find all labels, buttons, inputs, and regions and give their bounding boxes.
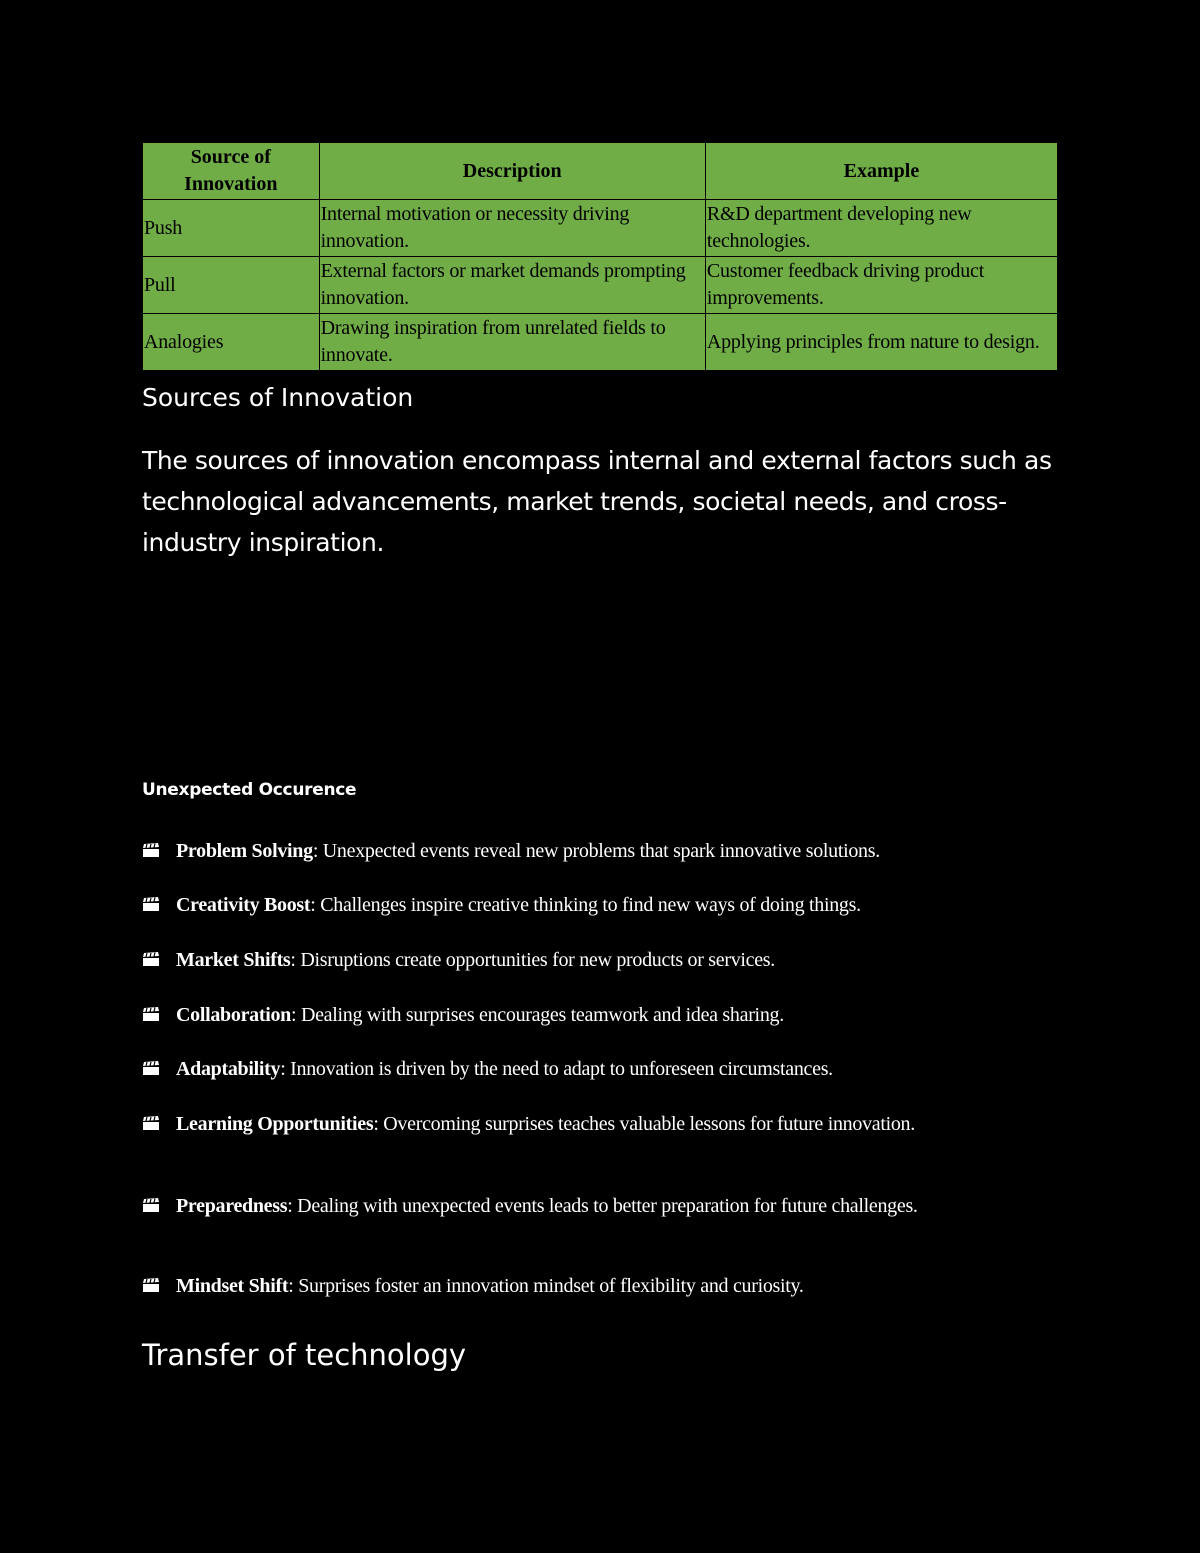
table-row [143, 314, 1058, 371]
bullet-term: Market Shifts [176, 949, 291, 971]
bullet-term: Problem Solving [176, 840, 313, 862]
bullet-term: Mindset Shift [176, 1275, 289, 1297]
cell-example: Customer feedback driving product improvements. [705, 257, 1057, 314]
bullet-text: : Disruptions create opportunities for new products or services. [290, 949, 775, 971]
list-item [142, 892, 861, 919]
sources-intro-paragraph: The sources of innovation encompass internal and external factors such as technological advancements, market trends, societal needs, and cross-industry inspiration. [142, 446, 1052, 557]
bullet-text: : Overcoming surprises teaches valuable lessons for future innovation. [373, 1113, 915, 1135]
clapperboard-icon [142, 1278, 160, 1293]
clapperboard-icon [142, 952, 160, 967]
bullet-text: : Innovation is driven by the need to adapt to unforeseen circumstances. [280, 1058, 833, 1080]
cell-source: Push [143, 200, 320, 257]
list-item [142, 1193, 1002, 1220]
sources-table [142, 142, 1058, 371]
list-item [142, 838, 880, 865]
bullet-text: : Dealing with surprises encourages teamwork and idea sharing. [291, 1004, 784, 1026]
bullet-text: : Dealing with unexpected events leads to better preparation for future challenges. [287, 1195, 918, 1217]
cell-description: Drawing inspiration from unrelated fields to innovate. [319, 314, 705, 371]
table-row [143, 200, 1058, 257]
list-item [142, 1111, 1002, 1138]
list-item [142, 1002, 784, 1029]
header-example: Example [705, 143, 1057, 200]
cell-description: External factors or market demands prompting innovation. [319, 257, 705, 314]
bullet-text: : Challenges inspire creative thinking to find new ways of doing things. [310, 894, 861, 916]
transfer-heading: Transfer of technology [142, 1338, 467, 1372]
bullet-text: : Unexpected events reveal new problems that spark innovative solutions. [312, 840, 880, 862]
clapperboard-icon [142, 1007, 160, 1022]
table-header-row [143, 143, 1058, 200]
clapperboard-icon [142, 1198, 160, 1213]
bullet-term: Preparedness [176, 1195, 288, 1217]
bullet-text: : Surprises foster an innovation mindset of flexibility and curiosity. [288, 1275, 804, 1297]
bullet-term: Creativity Boost [176, 894, 311, 916]
sources-heading: Sources of Innovation [142, 383, 414, 412]
list-item [142, 1056, 833, 1083]
clapperboard-icon [142, 897, 160, 912]
bullet-term: Adaptability [176, 1058, 281, 1080]
list-item [142, 1273, 804, 1300]
header-source: Source of Innovation [143, 143, 320, 200]
bullet-term: Learning Opportunities [176, 1113, 374, 1135]
clapperboard-icon [142, 1061, 160, 1076]
bullet-term: Collaboration [176, 1004, 291, 1026]
cell-source: Analogies [143, 314, 320, 371]
clapperboard-icon [142, 1116, 160, 1131]
cell-example: R&D department developing new technologies. [705, 200, 1057, 257]
cell-source: Pull [143, 257, 320, 314]
list-item [142, 947, 775, 974]
clapperboard-icon [142, 843, 160, 858]
table-row [143, 257, 1058, 314]
unexpected-occurence-heading: Unexpected Occurence [142, 780, 357, 800]
cell-description: Internal motivation or necessity driving innovation. [319, 200, 705, 257]
cell-example: Applying principles from nature to design. [705, 314, 1057, 371]
header-description: Description [319, 143, 705, 200]
